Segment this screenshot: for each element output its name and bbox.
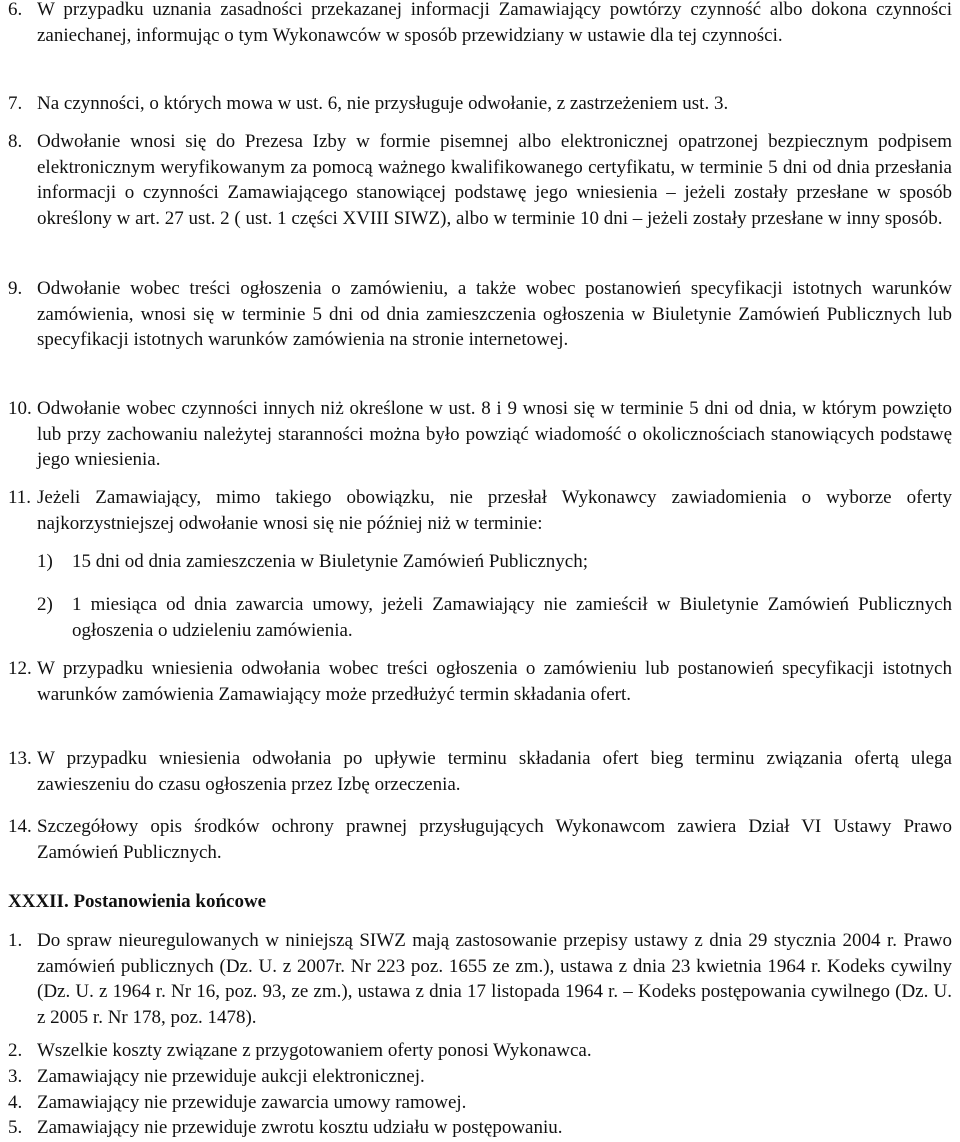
list-item xyxy=(8,746,952,797)
item-number: 4. xyxy=(8,1092,23,1113)
item-number: 12. xyxy=(8,658,32,679)
list-item xyxy=(8,129,952,231)
item-text: Na czynności, o których mowa w ust. 6, nie przysługuje odwołanie, z zastrzeżeniem ust. 3. xyxy=(37,93,729,114)
item-text: Odwołanie wobec czynności innych niż określone w ust. 8 i 9 wnosi się w terminie 5 dni od dnia, w którym powzięto lub przy zachowaniu należytej staranności można było powziąć wiadomość o okolicznościach stanowiących podstawę jego wniesienia. xyxy=(37,398,952,470)
item-number: 14. xyxy=(8,816,32,837)
item-number: 3. xyxy=(8,1066,23,1087)
item-text: Zamawiający nie przewiduje zawarcia umowy ramowej. xyxy=(37,1092,467,1113)
sub-item-number: 2) xyxy=(37,594,53,615)
item-text: Jeżeli Zamawiający, mimo takiego obowiązku, nie przesłał Wykonawcy zawiadomienia o wyborze oferty najkorzystniejszej odwołanie wnosi się nie później niż w terminie: xyxy=(37,487,952,534)
sub-item-number: 1) xyxy=(37,551,53,572)
final-list-item xyxy=(8,1064,952,1090)
item-text: Do spraw nieuregulowanych w niniejszą SIWZ mają zastosowanie przepisy ustawy z dnia 29 stycznia 2004 r. Prawo zamówień publicznych (Dz. U. z 2007r. Nr 223 poz. 1655 ze zm.), ustawa z dnia 23 kwietnia 1964 r. Kodeks cywilny (Dz. U. z 1964 r. Nr 16, poz. 93, ze zm.), ustawa z dnia 17 listopada 1964 r. – Kodeks postępowania cywilnego (Dz. U. z 2005 r. Nr 178, poz. 1478). xyxy=(37,930,952,1028)
final-list-item xyxy=(8,1090,952,1116)
sub-item-text: 15 dni od dnia zamieszczenia w Biuletynie Zamówień Publicznych; xyxy=(72,551,589,572)
sub-item-text: 1 miesiąca od dnia zawarcia umowy, jeżeli Zamawiający nie zamieścił w Biuletynie Zamówień Publicznych ogłoszenia o udzieleniu zamówienia. xyxy=(72,594,952,641)
list-item xyxy=(8,396,952,473)
item-text: Szczegółowy opis środków ochrony prawnej przysługujących Wykonawcom zawiera Dział VI Ustawy Prawo Zamówień Publicznych. xyxy=(37,816,952,863)
item-number: 5. xyxy=(8,1117,23,1138)
item-text: Zamawiający nie przewiduje zwrotu kosztu udziału w postępowaniu. xyxy=(37,1117,563,1138)
final-list-item xyxy=(8,1038,952,1064)
item-number: 1. xyxy=(8,930,23,951)
list-item xyxy=(8,814,952,865)
item-number: 10. xyxy=(8,398,32,419)
list-item xyxy=(8,276,952,353)
list-item xyxy=(8,0,952,48)
item-number: 11. xyxy=(8,487,32,508)
final-list-item xyxy=(8,928,952,1030)
item-text: W przypadku uznania zasadności przekazanej informacji Zamawiający powtórzy czynność albo dokona czynności zaniechanej, informując o tym Wykonawców w sposób przewidziany w ustawie dla tej czynności. xyxy=(37,0,952,46)
sub-list-item xyxy=(37,549,952,575)
list-item xyxy=(8,485,952,536)
item-text: Wszelkie koszty związane z przygotowaniem oferty ponosi Wykonawca. xyxy=(37,1040,592,1061)
item-text: Zamawiający nie przewiduje aukcji elektronicznej. xyxy=(37,1066,425,1087)
item-text: Odwołanie wobec treści ogłoszenia o zamówieniu, a także wobec postanowień specyfikacji istotnych warunków zamówienia, wnosi się w terminie 5 dni od dnia zamieszczenia ogłoszenia w Biuletynie Zamówień Publicznych lub specyfikacji istotnych warunków zamówienia na stronie internetowej. xyxy=(37,278,952,350)
item-number: 7. xyxy=(8,93,23,114)
list-item xyxy=(8,91,952,117)
item-text: W przypadku wniesienia odwołania po upływie terminu składania ofert bieg terminu związania ofertą ulega zawieszeniu do czasu ogłoszenia przez Izbę orzeczenia. xyxy=(37,748,952,795)
item-number: 13. xyxy=(8,748,32,769)
item-text: W przypadku wniesienia odwołania wobec treści ogłoszenia o zamówieniu lub postanowień specyfikacji istotnych warunków zamówienia Zamawiający może przedłużyć termin składania ofert. xyxy=(37,658,952,705)
item-number: 8. xyxy=(8,131,23,152)
final-list-item xyxy=(8,1115,952,1141)
item-number: 9. xyxy=(8,278,23,299)
sub-list-item xyxy=(37,592,952,643)
item-number: 2. xyxy=(8,1040,23,1061)
item-text: Odwołanie wnosi się do Prezesa Izby w formie pisemnej albo elektronicznej opatrzonej bezpiecznym podpisem elektronicznym weryfikowanym za pomocą ważnego kwalifikowanego certyfikatu, w terminie 5 dni od dnia przesłania informacji o czynności Zamawiającego stanowiącej podstawę jego wniesienia – jeżeli zostały przesłane w sposób określony w art. 27 ust. 2 ( ust. 1 części XVIII SIWZ), albo w terminie 10 dni – jeżeli zostały przesłane w inny sposób. xyxy=(37,131,952,229)
list-item xyxy=(8,656,952,707)
section-heading: XXXII. Postanowienia końcowe xyxy=(8,891,267,912)
item-number: 6. xyxy=(8,0,23,20)
